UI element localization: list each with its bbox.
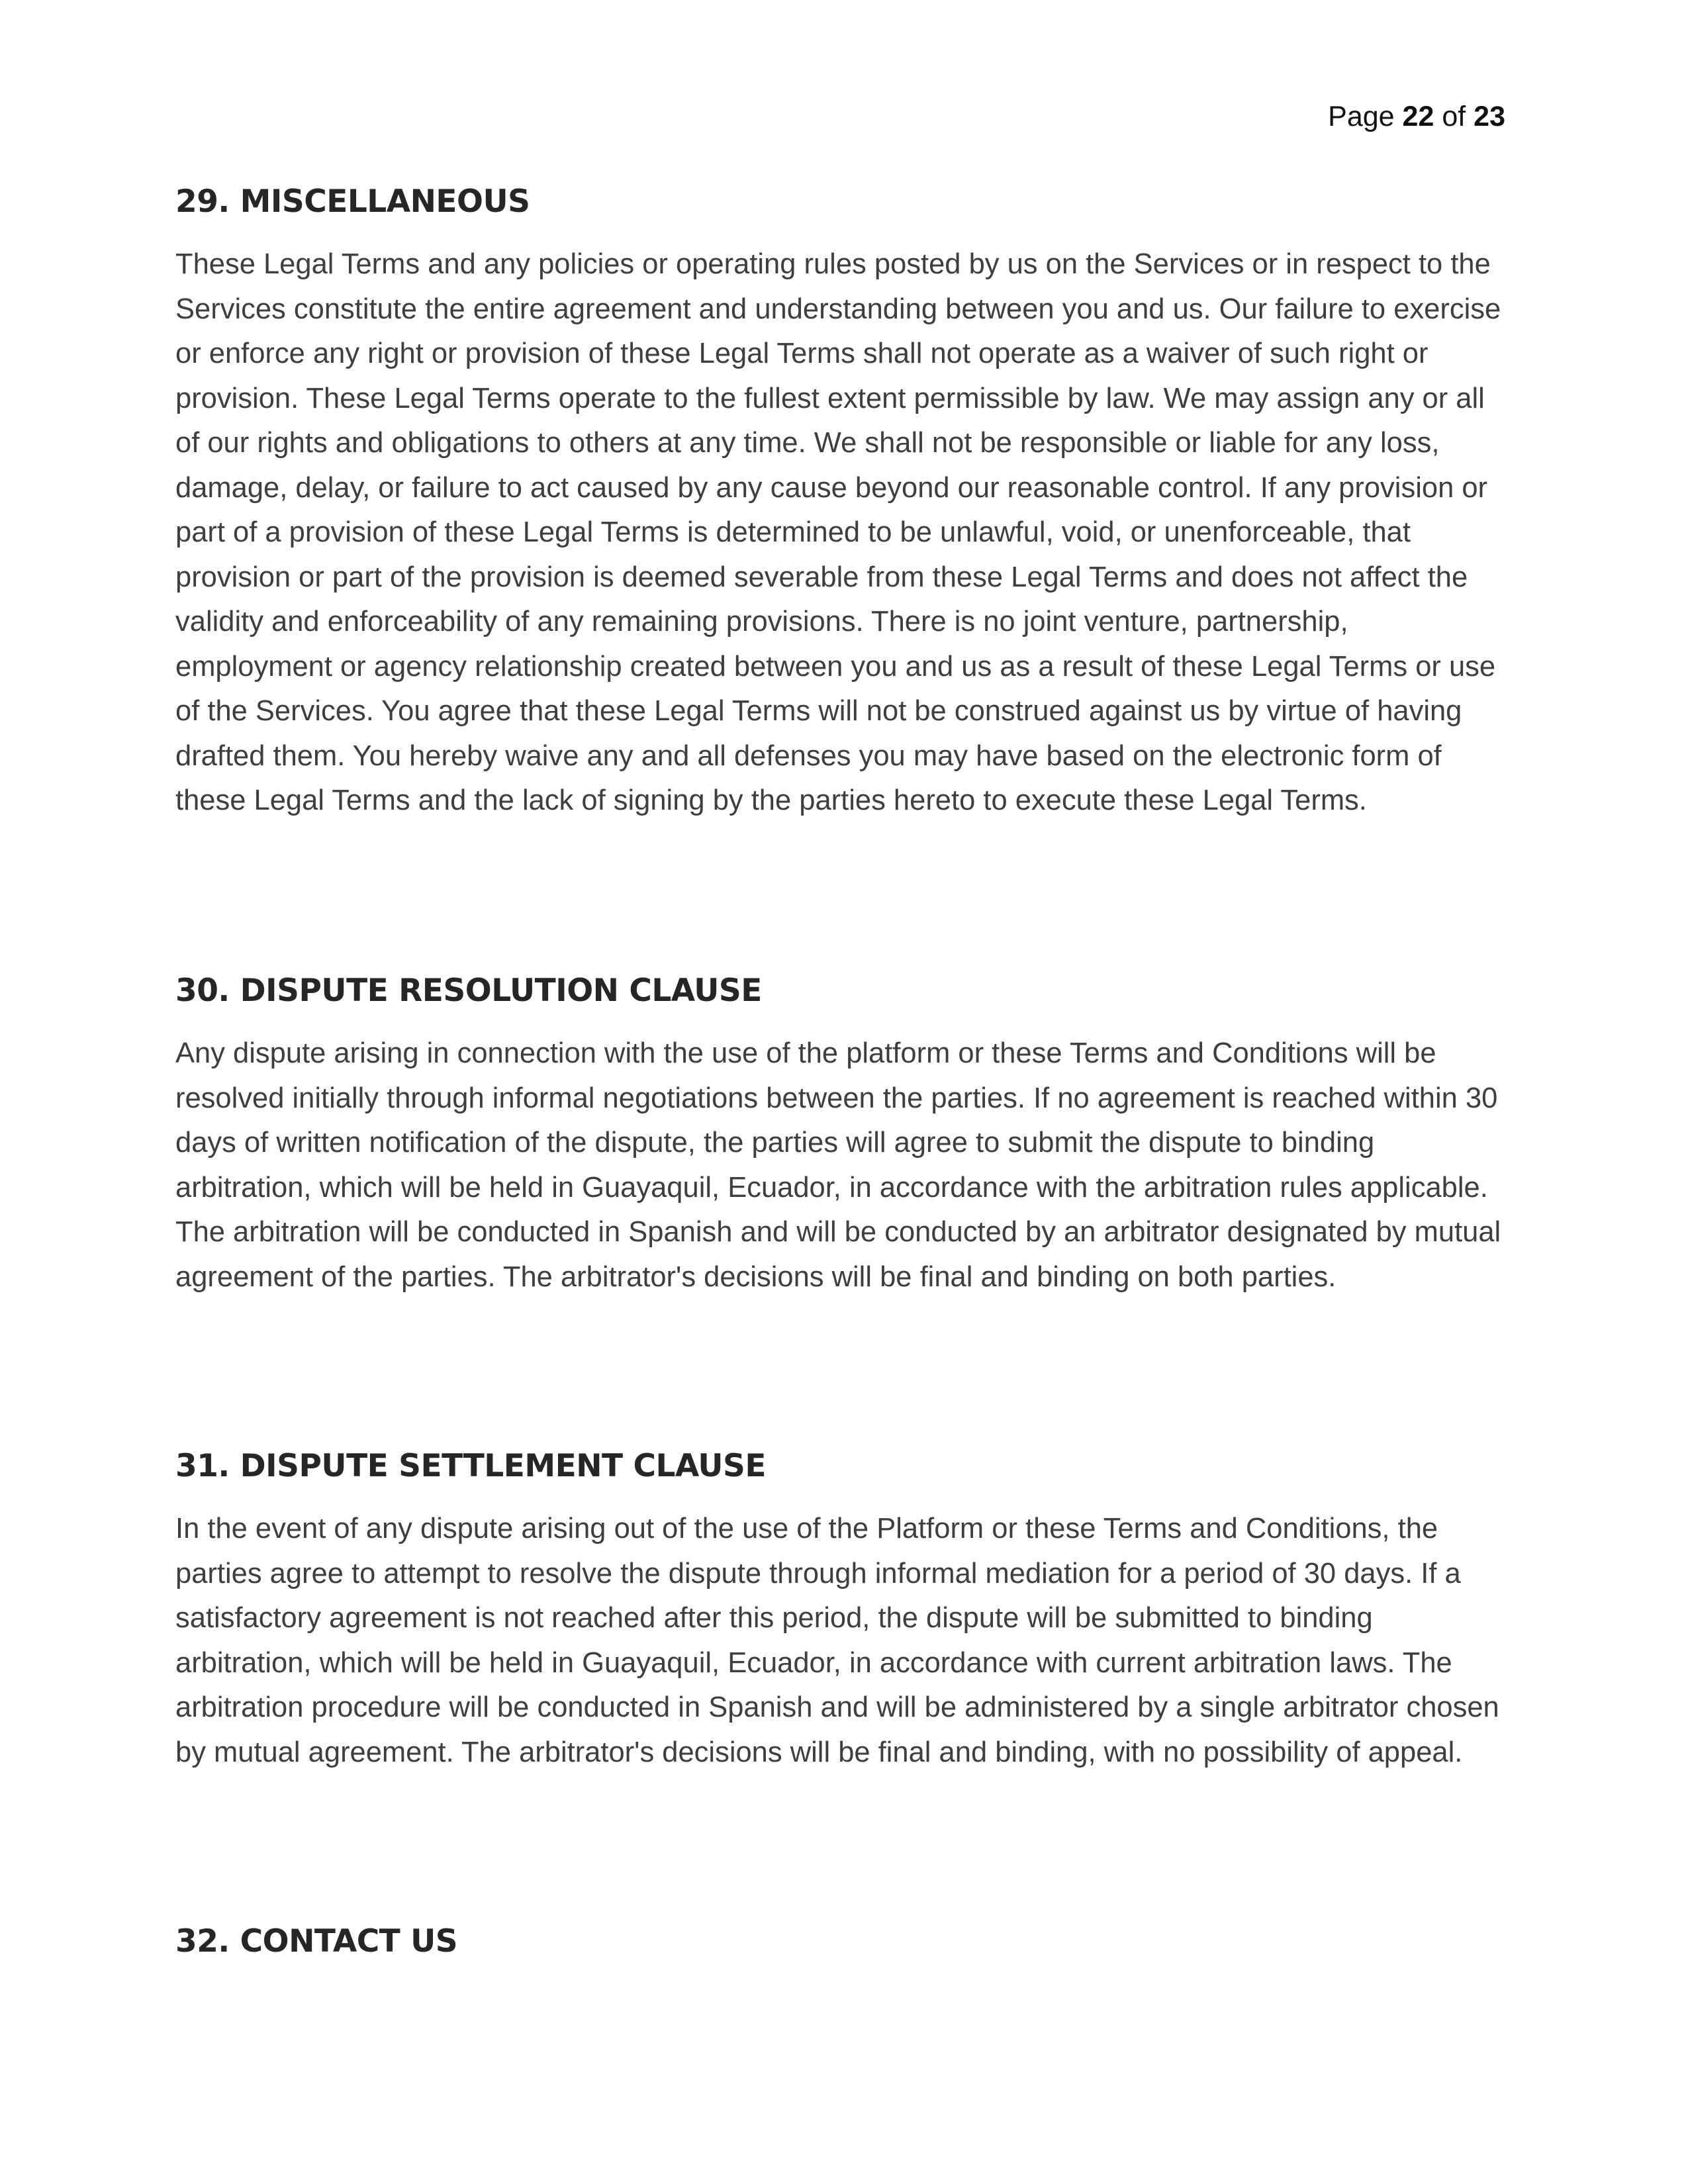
section-title: 30. DISPUTE RESOLUTION CLAUSE	[175, 973, 762, 1009]
section-dispute-resolution	[175, 968, 1513, 1300]
section-title: 32. CONTACT US	[175, 1923, 458, 1960]
section-miscellaneous	[175, 179, 1513, 824]
page-number	[1328, 101, 1505, 133]
section-dispute-settlement	[175, 1443, 1513, 1775]
total-pages: 23	[1474, 101, 1505, 132]
page-separator: of	[1442, 101, 1466, 132]
section-title: 31. DISPUTE SETTLEMENT CLAUSE	[175, 1448, 766, 1484]
current-page: 22	[1402, 101, 1434, 132]
section-title: 29. MISCELLANEOUS	[175, 183, 530, 220]
section-body: These Legal Terms and any policies or operating rules posted by us on the Services or in respect to the Services constitute the entire agreement and understanding between you and us. Our failure to exercise or enforce any right or provision of these Legal Terms shall not operate as a waiver of such right or provision. These Legal Terms operate to the fullest extent permissible by law. We may assign any or all of our rights and obligations to others at any time. We shall not be responsible or liable for any loss, damage, delay, or failure to act caused by any cause beyond our reasonable control. If any provision or part of a provision of these Legal Terms is determined to be unlawful, void, or unenforceable, that provision or part of the provision is deemed severable from these Legal Terms and does not affect the validity and enforceability of any remaining provisions. There is no joint venture, partnership, employment or agency relationship created between you and us as a result of these Legal Terms or use of the Services. You agree that these Legal Terms will not be construed against us by virtue of having drafted them. You hereby waive any and all defenses you may have based on the electronic form of these Legal Terms and the lack of signing by the parties hereto to execute these Legal Terms.	[175, 248, 1501, 816]
section-body: Any dispute arising in connection with the use of the platform or these Terms and Conditions will be resolved initially through informal negotiations between the parties. If no agreement is reached within 30 days of written notification of the dispute, the parties will agree to submit the dispute to binding arbitration, which will be held in Guayaquil, Ecuador, in accordance with the arbitration rules applicable. The arbitration will be conducted in Spanish and will be conducted by an arbitrator designated by mutual agreement of the parties. The arbitrator's decisions will be final and binding on both parties.	[175, 1037, 1501, 1293]
page-prefix: Page	[1328, 101, 1395, 132]
section-body: In the event of any dispute arising out of the use of the Platform or these Terms and Conditions, the parties agree to attempt to resolve the dispute through informal mediation for a period of 30 days. If a satisfactory agreement is not reached after this period, the dispute will be submitted to binding arbitration, which will be held in Guayaquil, Ecuador, in accordance with current arbitration laws. The arbitration procedure will be conducted in Spanish and will be administered by a single arbitrator chosen by mutual agreement. The arbitrator's decisions will be final and binding, with no possibility of appeal.	[175, 1513, 1499, 1768]
section-contact-us	[175, 1919, 1513, 1965]
